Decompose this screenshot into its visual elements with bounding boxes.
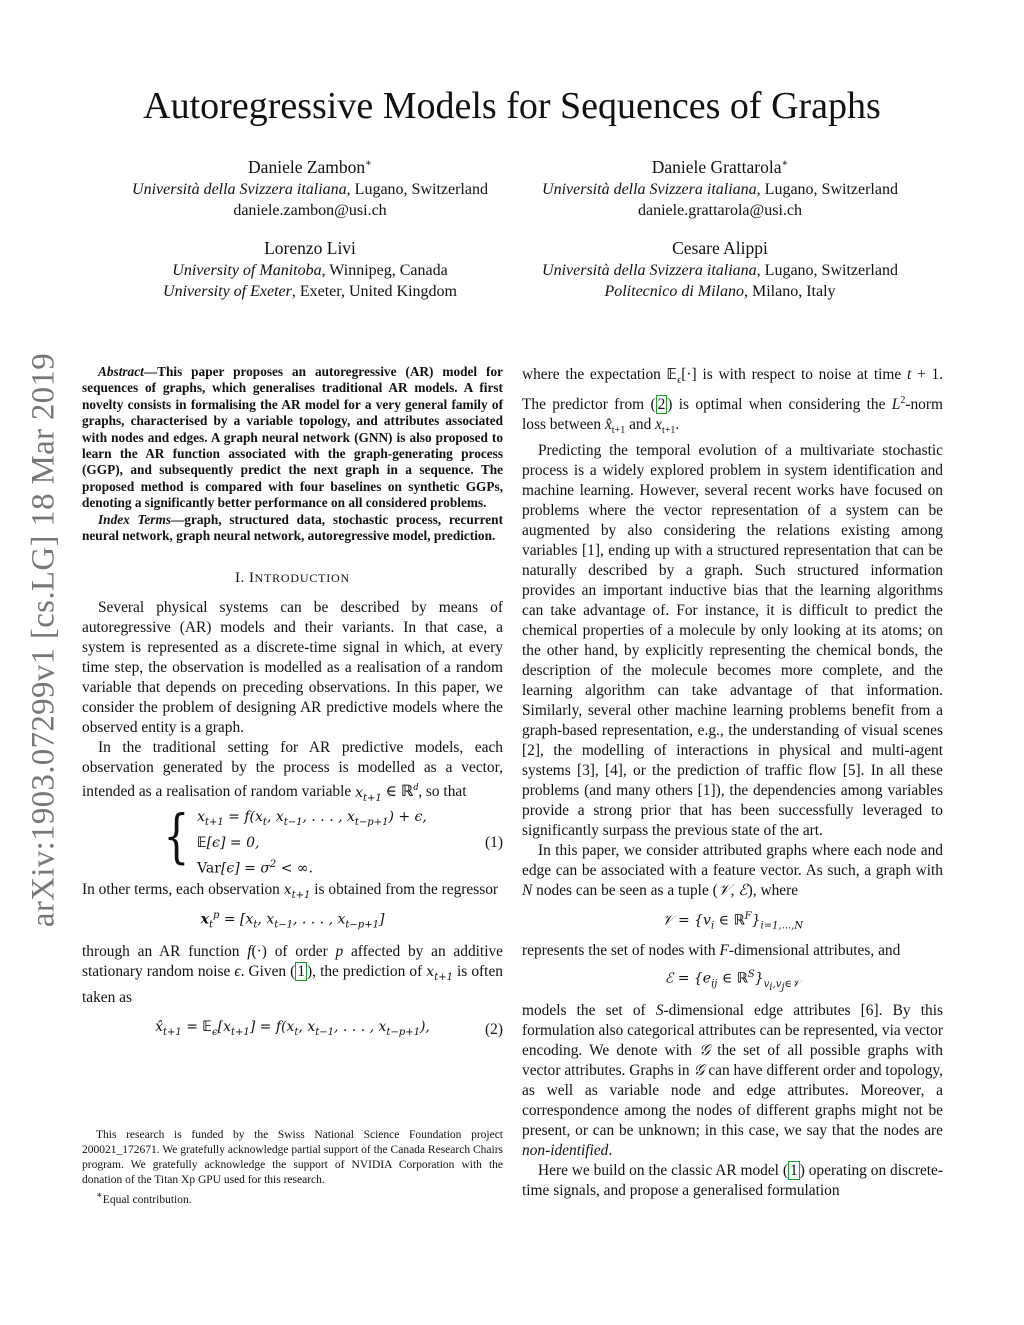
author-location-2: , Exeter, United Kingdom xyxy=(291,283,457,300)
index-terms xyxy=(82,512,503,545)
author-location-2: , Milano, Italy xyxy=(743,283,836,300)
author-name: Daniele Zambon xyxy=(248,156,366,177)
paragraph: Several physical systems can be described by means of autoregressive (AR) models and their variants. In that case, a system is represented as a discrete-time signal in which, at every time step, the observation is modelled as a realisation of a random variable that depends on preceding observations. In this paper, we consider the problem of designing AR predictive models where the observed entity is a graph. xyxy=(82,599,503,737)
paragraph: through an AR function f(·) of order p affected by an additive stationary random noise ϵ. Given ( 1 ), the prediction of $x_{t+1}$ is often taken as xyxy=(82,943,503,1006)
equation-ref-link[interactable]: 1 xyxy=(790,1162,798,1180)
left-column xyxy=(82,364,503,1052)
author-name: Daniele Grattarola xyxy=(651,156,782,177)
abstract-text: —This paper proposes an autoregressive (AR) model for sequences of graphs, which generalises traditional AR models. A first novelty consists in formalising the AR model for a very general family of graphs, characterised by a variable topology, and attributes associated with nodes and edges. A graph neural network (GNN) is also proposed to learn the AR function associated with the graph-generating process (GGP), and subsequently predict the next graph in a sequence. The proposed method is compared with four baselines on synthetic GGPs, denoting a significantly better performance on all considered problems. xyxy=(82,364,503,511)
node-set-equation: 𝒱 = {$v_i$ ∈ $ℝ^F\}_{i=1,...,N}$ xyxy=(661,910,804,931)
author-affiliation: Università della Svizzera italiana xyxy=(132,180,347,198)
equal-contribution-mark: ∗ xyxy=(781,158,789,169)
abstract xyxy=(82,364,503,512)
equation-1: { $x_{t+1} = f(x_t$, $x_{t-1}$, . . . , $x_{t-p+1}) + \epsilon$, 𝔼[ϵ] = 0, $Var[\epsilon] = \sigma^2$ < ∞. (1) xyxy=(163,802,503,877)
index-terms-text: —graph, structured data, stochastic process, recurrent neural network, graph neural network, autoregressive model, prediction. xyxy=(82,511,504,544)
equation-number: (1) xyxy=(485,834,503,852)
paper-title: Autoregressive Models for Sequences of Graphs xyxy=(143,85,881,127)
paragraph: In this paper, we consider attributed graphs where each node and edge can be associated with a feature vector. As such, a graph with N nodes can be seen as a tuple (𝒱, ℰ), where xyxy=(522,842,943,900)
author-block-1 xyxy=(90,152,530,221)
author-email[interactable]: daniele.grattarola@usi.ch xyxy=(638,201,802,219)
author-block-3 xyxy=(90,236,530,302)
paragraph: In the traditional setting for AR predictive models, each observation generated by the process is modelled as a vector, intended as a realisation of random variable $x_{t+1}$ ∈ ℝ$^d$, so that xyxy=(82,739,503,804)
regressor-equation: $x_t^p = [x_t$, $x_{t-1}$, . . . , $x_{t-p+1}$] xyxy=(200,910,385,931)
index-terms-label: Index Terms xyxy=(98,511,171,527)
author-location: , Lugano, Switzerland xyxy=(756,180,898,198)
abstract-label: Abstract xyxy=(98,364,144,379)
paragraph: Here we build on the classic AR model ( 1 ) operating on discrete-time signals, and propose a generalised formulation xyxy=(522,1162,944,1200)
equation-ref-link[interactable]: 1 xyxy=(297,963,306,981)
paragraph: models the set of S-dimensional edge attributes [6]. By this formulation also categorical attributes can be represented, via vector encoding. We denote with 𝒢 the set of all possible graphs with vector attributes. Graphs in 𝒢 can have different order and topology, as well as variable node and edge attributes. Moreover, a correspondence among the nodes of different graphs might not be present, or can be unknown; in this case, we say that the nodes are non-identified. xyxy=(522,1002,943,1160)
author-name: Cesare Alippi xyxy=(672,238,768,258)
author-affiliation-2: Politecnico di Milano xyxy=(604,283,744,300)
paragraph: In other terms, each observation $x_{t+1}$ is obtained from the regressor xyxy=(82,881,499,902)
author-block-4 xyxy=(500,236,940,302)
equal-contribution-mark: ∗ xyxy=(365,158,372,169)
author-email[interactable]: daniele.zambon@usi.ch xyxy=(233,201,387,219)
author-affiliation: University of Manitoba xyxy=(172,262,322,279)
footnote-block xyxy=(82,1128,503,1208)
right-column xyxy=(522,364,943,1201)
author-affiliation: Università della Svizzera italiana xyxy=(542,180,757,198)
author-affiliation-2: University of Exeter xyxy=(163,283,292,300)
equation-2: $x̂_{t+1}$ = $𝔼_\epsilon[x_{t+1}] = f(x_t$, $x_{t-1}$, . . . , $x_{t-p+1}$), (2) xyxy=(155,1019,503,1038)
footnote-mark: ∗ xyxy=(96,1190,103,1201)
equation-number: (2) xyxy=(485,1020,503,1038)
funding-footnote: This research is funded by the Swiss National Science Foundation project 200021_172671. We gratefully acknowledge partial support of the Canada Research Chairs program. We gratefully acknowledge the support of NVIDIA Corporation with the donation of the Titan Xp GPU used for this research. xyxy=(82,1129,503,1186)
author-affiliation: Università della Svizzera italiana xyxy=(542,262,757,279)
author-location: , Winnipeg, Canada xyxy=(321,262,448,279)
section-heading: I. INTRODUCTION xyxy=(235,570,350,587)
author-location: , Lugano, Switzerland xyxy=(346,180,488,198)
author-block-2 xyxy=(500,152,940,221)
paragraph: Predicting the temporal evolution of a multivariate stochastic process is a widely explored problem in system identification and machine learning. However, several recent works have focused on problems where the vector representation of a system can be augmented by also considering the relations existing among variables [1], ending up with a structured representation that can be naturally described by a graph. Such structured information provides an important inductive bias that the learning algorithms can take advantage of. For instance, it is difficult to predict the chemical properties of a molecule by only looking at its atoms; on the other hand, by explicitly representing the chemical bonds, the description of the molecule becomes more complete, and the learning algorithm can take advantage of that information. Similarly, several other machine learning problems benefit from a graph-based representation, e.g., the understanding of visual scenes [2], the modelling of interactions in physical and multi-agent systems [3], [4], or the prediction of traffic flow [5]. In all these problems (and many others [1]), the dependencies among variables provide a strong prior that has been successfully leveraged to significantly surpass the previous state of the art. xyxy=(522,442,943,840)
arxiv-stamp[interactable]: arXiv:1903.07299v1 [cs.LG] 18 Mar 2019 xyxy=(25,352,62,928)
author-name: Lorenzo Livi xyxy=(264,238,356,258)
author-location: , Lugano, Switzerland xyxy=(756,262,898,279)
paragraph: where the expectation 𝔼$_\epsilon$[·] is with respect to noise at time t + 1. The predictor from ( 2 ) is optimal when considering the $L^2$-norm loss between $x̂_{t+1}$ and $x_{t+1}$. xyxy=(522,365,944,437)
equal-contribution-footnote: Equal contribution. xyxy=(102,1193,192,1206)
edge-set-equation: ℰ = {$e_{ij}$ ∈ $ℝ^S\}_{v_i,v_j\in 𝒱}$ xyxy=(664,969,801,993)
equation-ref-link[interactable]: 2 xyxy=(657,396,666,414)
paragraph: represents the set of nodes with F-dimensional attributes, and xyxy=(522,942,901,960)
